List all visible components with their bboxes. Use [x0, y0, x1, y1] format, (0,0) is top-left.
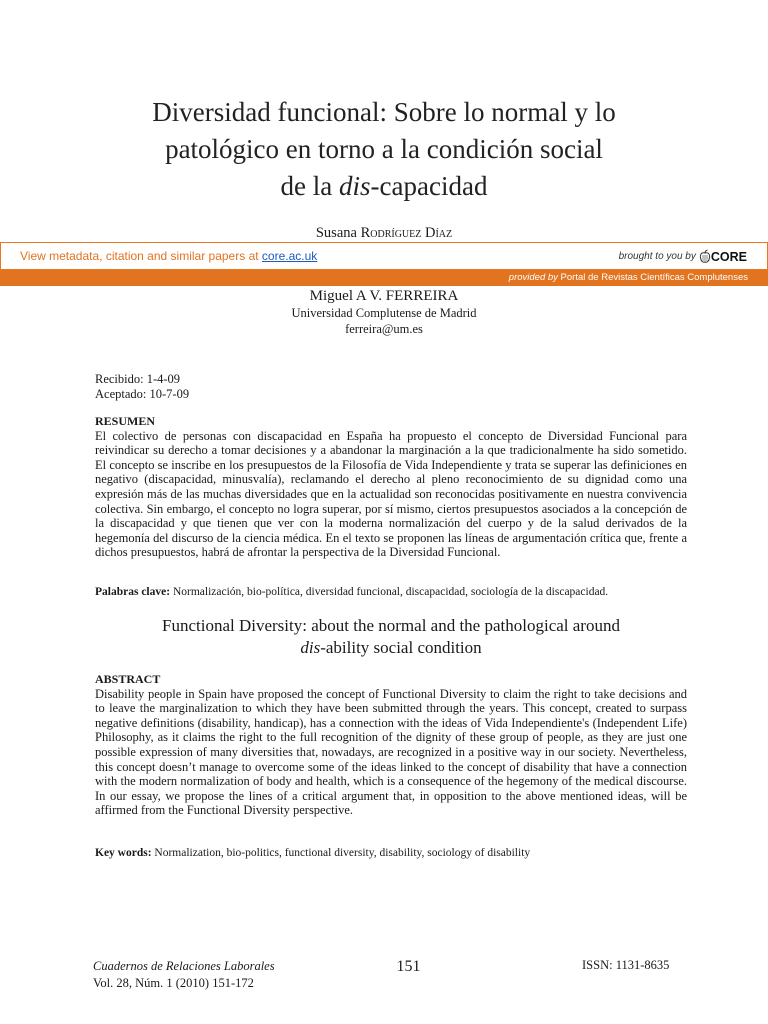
- author1-last-name: Rodríguez Díaz: [360, 225, 453, 241]
- author-affiliation-block: [0, 305, 768, 337]
- title-line-3: [0, 168, 768, 205]
- provided-by-label: provided by: [508, 272, 558, 283]
- english-title-line-1: Functional Diversity: about the normal and the pathological around: [162, 616, 620, 635]
- abstract-heading: ABSTRACT: [95, 672, 161, 686]
- author-susana: [0, 225, 768, 242]
- provided-by-text: [509, 272, 748, 283]
- core-metadata-label: View metadata, citation and similar papers at: [20, 249, 262, 263]
- english-title: [0, 615, 768, 659]
- resumen-text: El colectivo de personas con discapacidad en España ha propuesto el concepto de Diversidad Funcional para reivindicar su derecho a tomar decisiones y a abandonar la marginación a la que tradicionalmente ha sido sometido. El concepto se inscribe en los presupuestos de la Filosofía de Vida Independiente y trata se superar las definiciones en negativo (discapacidad, minusvalía), reclamando el derecho al pleno reconocimiento de su dignidad como una expresión más de las muchas diversidades que en la actualidad son reconocidas positivamente en nuestra convivencia colectiva. Sin embargo, el concepto no logra superar, por sí mismo, ciertos presupuestos asociados a la concepción de la discapacidad y que tienen que ver con la moderna normalización del cuerpo y de la salud derivados de la hegemonía del discurso de la ciencia médica. En el texto se proponen las líneas de argumentación crítica que, frente a dichos presupuestos, habrá de afrontar la perspectiva de la Diversidad Funcional.: [95, 428, 687, 560]
- core-banner: [0, 242, 768, 270]
- core-label: CORE: [710, 249, 747, 264]
- palabras-clave: [95, 586, 695, 598]
- core-ac-uk-link[interactable]: core.ac.uk: [261, 249, 318, 263]
- journal-volume: Vol. 28, Núm. 1 (2010) 151-172: [93, 976, 254, 990]
- brought-by-label: brought to you by: [618, 251, 696, 262]
- english-title-line-2: [0, 637, 768, 659]
- palabras-clave-text: Normalización, bio-política, diversidad funcional, discapacidad, sociología de la discapacidad.: [172, 586, 609, 598]
- abstract-section: [95, 672, 687, 818]
- key-words-text: Normalization, bio-politics, functional diversity, disability, sociology of disability: [154, 847, 531, 859]
- title-line-3-post: -capacidad: [370, 171, 488, 201]
- palabras-clave-label: Palabras clave:: [95, 586, 171, 598]
- issn: ISSN: 1131-8635: [582, 958, 670, 972]
- title-line-1: Diversidad funcional: Sobre lo normal y lo: [152, 97, 616, 127]
- core-brought-by: [619, 249, 747, 264]
- accepted-date: Aceptado: 10-7-09: [95, 386, 190, 401]
- key-words: [95, 847, 695, 859]
- provided-by-bar: [0, 270, 768, 286]
- english-title-line-2-post: -ability social condition: [320, 638, 482, 657]
- author1-first-name: Susana: [315, 225, 357, 241]
- core-metadata-text: [20, 249, 317, 263]
- abstract-text: Disability people in Spain have proposed the concept of Functional Diversity to claim the right to take decisions and to leave the marginalization to which they have been submitted through the years. This concept, created to surpass negative definitions (disability, handicap), has a connection with the ideas of Vida Independiente's (Independent Life) Philosophy, as it claims the right to the full recognition of the dignity of these group of people, as they are just one possible expression of many diversities that, nowadays, are recognized in a positive way in our society. Nevertheless, this concept doesn’t manage to overcome some of the ideas linked to the concept of disability that have a connection with the modern normalization of body and health, which is a consequence of the hegemony of the medical discourse. In our essay, we propose the lines of a critical argument that, in opposition to the above mentioned ideas, will be affirmed from the Functional Diversity perspective.: [95, 686, 687, 818]
- resumen-section: [95, 414, 687, 560]
- provider-link[interactable]: Portal de Revistas Científicas Complutenses: [560, 272, 748, 283]
- key-words-label: Key words:: [95, 847, 152, 859]
- submission-dates: [95, 372, 189, 401]
- core-apple-icon: [699, 249, 711, 264]
- title-line-3-pre: de la: [280, 171, 340, 201]
- paper-title: [0, 94, 768, 205]
- received-date: Recibido: 1-4-09: [95, 372, 181, 386]
- affiliation: Universidad Complutense de Madrid: [291, 306, 477, 320]
- page-number: 151: [396, 958, 421, 975]
- core-logo[interactable]: [699, 249, 747, 264]
- author-email: ferreira@um.es: [345, 322, 423, 336]
- english-title-dis-emphasis: dis: [300, 638, 321, 657]
- title-line-2: patológico en torno a la condición social: [165, 134, 603, 164]
- journal-name: Cuadernos de Relaciones Laborales: [93, 959, 275, 973]
- title-dis-emphasis: dis: [339, 171, 371, 201]
- author-ferreira: Miguel A V. FERREIRA: [309, 288, 459, 304]
- resumen-heading: RESUMEN: [95, 414, 156, 428]
